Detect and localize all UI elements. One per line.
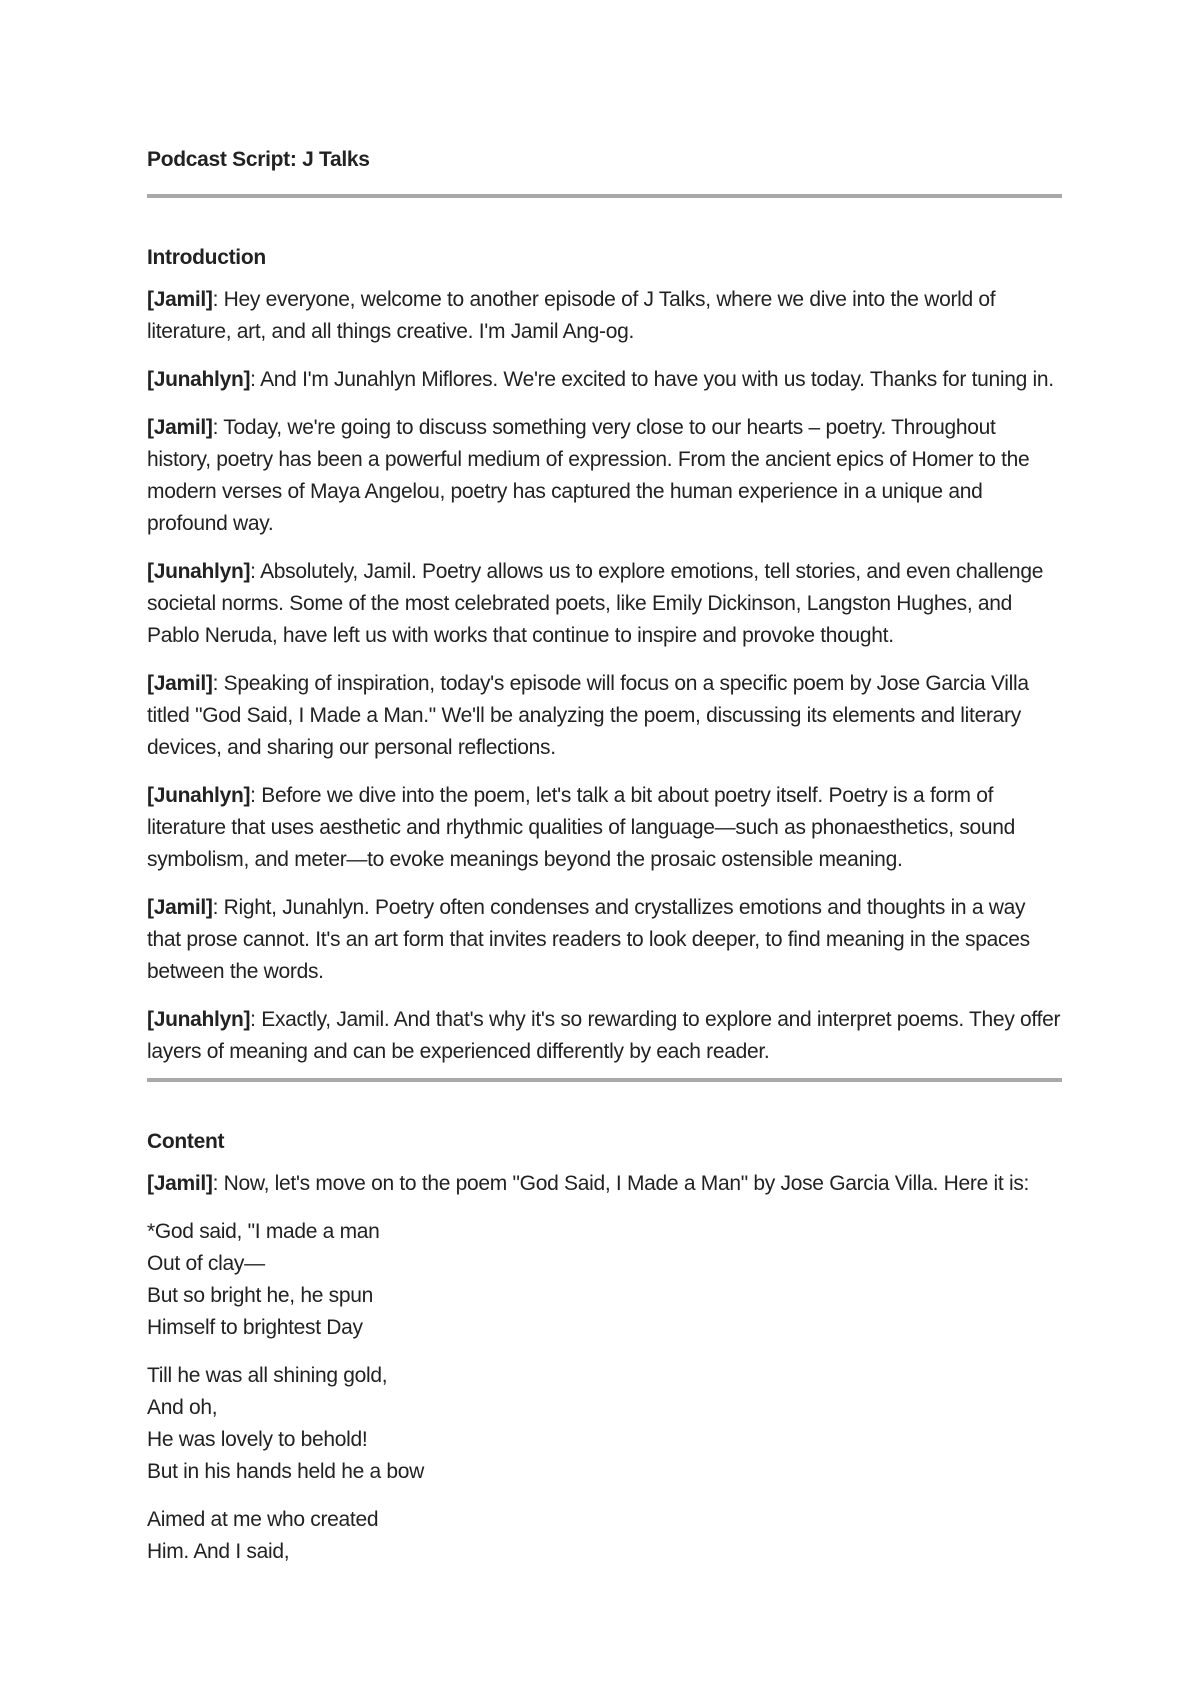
speaker-name: [Jamil]	[147, 672, 213, 695]
poem-stanza	[147, 1360, 1062, 1488]
poem-stanza	[147, 1504, 1062, 1568]
poem-line: *God said, "I made a man	[147, 1220, 380, 1243]
dialogue-turn	[147, 412, 1062, 540]
dialogue-turn	[147, 556, 1062, 652]
horizontal-divider	[147, 194, 1062, 198]
speaker-name: [Junahlyn]	[147, 560, 251, 583]
section-heading-content: Content	[147, 1130, 225, 1153]
dialogue-text: : Hey everyone, welcome to another episode of J Talks, where we dive into the world of literature, art, and all things creative. I'm Jamil Ang-og.	[147, 288, 996, 343]
document-page	[147, 140, 1062, 1584]
poem-line: Aimed at me who created	[147, 1508, 379, 1531]
poem-line: But in his hands held he a bow	[147, 1460, 425, 1483]
dialogue-text: : Speaking of inspiration, today's episode will focus on a specific poem by Jose Garcia Villa titled "God Said, I Made a Man." We'll be analyzing the poem, discussing its elements and literary devices, and sharing our personal reflections.	[147, 672, 1029, 759]
speaker-name: [Junahlyn]	[147, 784, 251, 807]
dialogue-text: : Right, Junahlyn. Poetry often condenses and crystallizes emotions and thoughts in a way that prose cannot. It's an art form that invites readers to look deeper, to find meaning in the spaces between the words.	[147, 896, 1030, 983]
poem-line: He was lovely to behold!	[147, 1428, 368, 1451]
dialogue-text: : And I'm Junahlyn Miflores. We're excited to have you with us today. Thanks for tuning in.	[250, 368, 1054, 391]
dialogue-turn	[147, 364, 1062, 396]
poem-stanza	[147, 1216, 1062, 1344]
section-heading-introduction: Introduction	[147, 246, 266, 269]
speaker-name: [Jamil]	[147, 288, 213, 311]
speaker-name: [Jamil]	[147, 416, 213, 439]
dialogue-turn	[147, 780, 1062, 876]
poem-text	[147, 1216, 1062, 1568]
dialogue-text: : Before we dive into the poem, let's talk a bit about poetry itself. Poetry is a form of literature that uses aesthetic and rhythmic qualities of language—such as phonaesthetics, sound symbolism, and meter—to evoke meanings beyond the prosaic ostensible meaning.	[147, 784, 1016, 871]
dialogue-turn	[147, 668, 1062, 764]
poem-line: And oh,	[147, 1396, 218, 1419]
dialogue-turn	[147, 1168, 1062, 1200]
speaker-name: [Junahlyn]	[147, 368, 251, 391]
dialogue-turn	[147, 1004, 1062, 1068]
dialogue-text: : Today, we're going to discuss something very close to our hearts – poetry. Throughout history, poetry has been a powerful medium of expression. From the ancient epics of Homer to the modern verses of Maya Angelou, poetry has captured the human experience in a unique and profound way.	[147, 416, 1030, 535]
speaker-name: [Junahlyn]	[147, 1008, 251, 1031]
introduction-dialogue	[147, 284, 1062, 1068]
dialogue-turn	[147, 284, 1062, 348]
dialogue-text: : Now, let's move on to the poem "God Said, I Made a Man" by Jose Garcia Villa. Here it is:	[212, 1172, 1030, 1195]
dialogue-turn	[147, 892, 1062, 988]
poem-line: Out of clay—	[147, 1252, 265, 1275]
dialogue-text: : Exactly, Jamil. And that's why it's so rewarding to explore and interpret poems. They offer layers of meaning and can be experienced differently by each reader.	[147, 1008, 1061, 1063]
poem-line: But so bright he, he spun	[147, 1284, 373, 1307]
poem-line: Till he was all shining gold,	[147, 1364, 388, 1387]
document-title: Podcast Script: J Talks	[147, 148, 370, 171]
poem-line: Himself to brightest Day	[147, 1316, 363, 1339]
horizontal-divider	[147, 1078, 1062, 1082]
dialogue-text: : Absolutely, Jamil. Poetry allows us to explore emotions, tell stories, and even challenge societal norms. Some of the most celebrated poets, like Emily Dickinson, Langston Hughes, and Pablo Neruda, have left us with works that continue to inspire and provoke thought.	[147, 560, 1044, 647]
speaker-name: [Jamil]	[147, 1172, 213, 1195]
poem-line: Him. And I said,	[147, 1540, 290, 1563]
speaker-name: [Jamil]	[147, 896, 213, 919]
